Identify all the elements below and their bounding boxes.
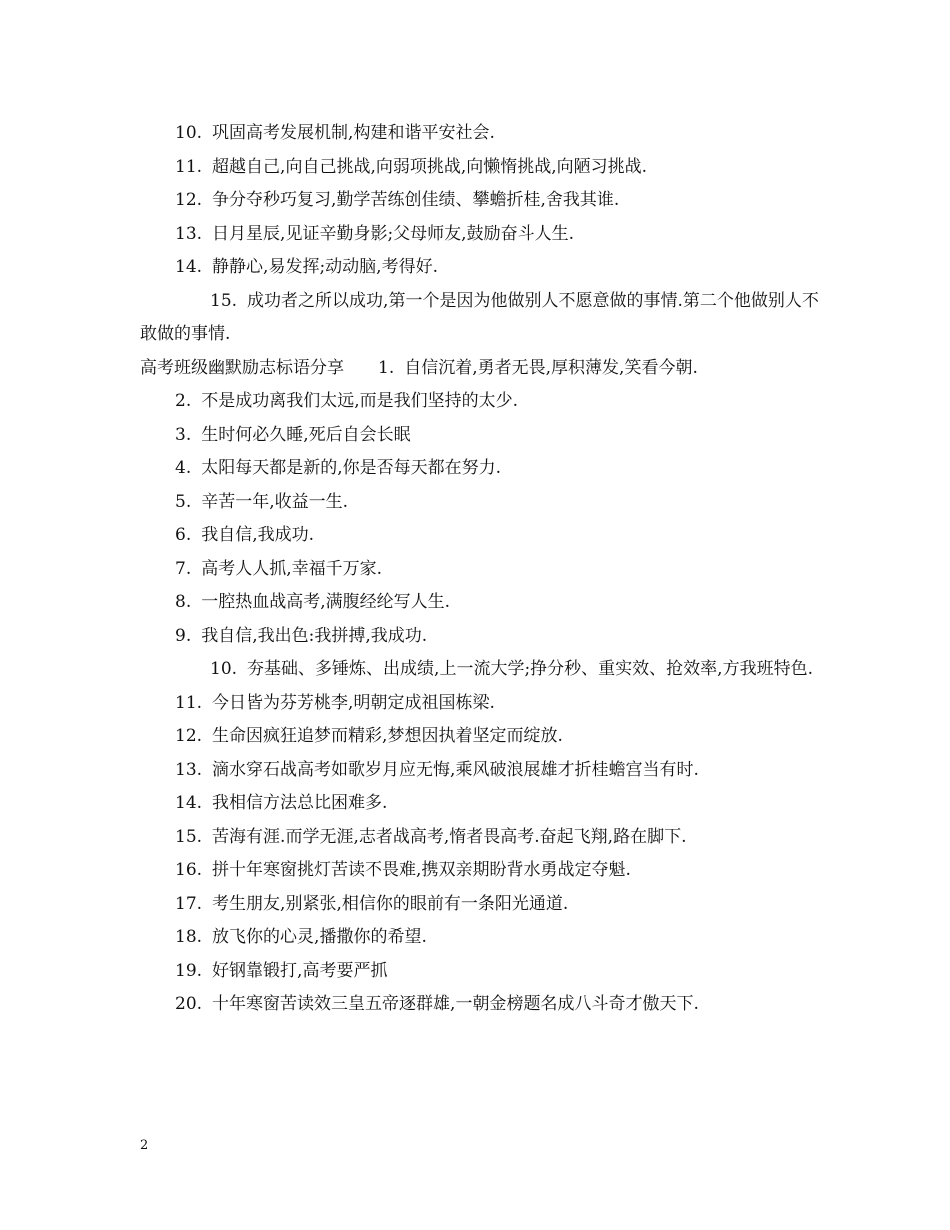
item-text: 好钢靠锻打,高考要严抓 — [212, 960, 388, 981]
item-number: 14. — [175, 257, 203, 277]
list-item — [140, 519, 820, 553]
item-number: 6. — [175, 525, 192, 545]
item-text: 静静心,易发挥;动动脑,考得好. — [212, 257, 438, 277]
list-item — [140, 151, 820, 185]
item-text: 我自信,我出色:我拼搏,我成功. — [201, 625, 428, 646]
item-text: 自信沉着,勇者无畏,厚积薄发,笑看今朝. — [404, 357, 698, 378]
item-text: 拼十年寒窗挑灯苦读不畏难,携双亲期盼背水勇战定夺魁. — [212, 860, 631, 880]
list-item — [140, 184, 820, 218]
item-number: 11. — [175, 156, 203, 177]
item-number: 12. — [175, 190, 203, 210]
list-item — [140, 787, 820, 821]
list-item — [140, 854, 820, 888]
list-item — [140, 218, 820, 252]
list-item — [140, 419, 820, 453]
item-number: 7. — [175, 558, 192, 579]
item-number: 3. — [175, 424, 192, 445]
list-item — [140, 385, 820, 419]
list-item — [140, 687, 820, 721]
list-item — [140, 586, 820, 620]
list-item — [140, 921, 820, 955]
item-number: 15. — [175, 826, 203, 847]
item-text: 滴水穿石战高考如歌岁月应无悔,乘风破浪展雄才折桂蟾宫当有时. — [212, 759, 699, 780]
item-text: 不是成功离我们太远,而是我们坚持的太少. — [201, 391, 519, 411]
item-text: 成功者之所以成功,第一个是因为他做别人不愿意做的事情.第二个他做别人不敢做的事情. — [140, 290, 819, 344]
list-item — [140, 553, 820, 587]
item-text: 放飞你的心灵,播撒你的希望. — [212, 927, 427, 947]
list-item — [140, 888, 820, 922]
item-number: 8. — [175, 592, 192, 612]
section-heading: 高考班级幽默励志标语分享 — [140, 357, 344, 378]
item-text: 日月星辰,见证辛勤身影;父母师友,鼓励奋斗人生. — [212, 223, 574, 244]
document-body — [140, 117, 820, 1022]
list-item — [140, 821, 820, 855]
item-text: 争分夺秒巧复习,勤学苦练创佳绩、攀蟾折桂,舍我其谁. — [212, 190, 620, 210]
item-text: 夯基础、多锤炼、出成绩,上一流大学;挣分秒、重实效、抢效率,方我班特色. — [247, 659, 813, 679]
item-number: 16. — [175, 860, 203, 880]
item-number: 10. — [210, 659, 238, 679]
item-number: 19. — [175, 960, 203, 981]
item-number: 15. — [210, 290, 238, 311]
item-text: 今日皆为芬芳桃李,明朝定成祖国栋梁. — [212, 692, 495, 713]
list-item — [140, 720, 820, 754]
list-item — [140, 955, 820, 989]
item-text: 我自信,我成功. — [201, 525, 315, 545]
item-number: 11. — [175, 692, 203, 713]
list-item — [140, 117, 820, 151]
list-item — [140, 452, 820, 486]
list-item — [140, 285, 820, 352]
list-item — [140, 988, 820, 1022]
item-number: 18. — [175, 927, 203, 947]
item-number: 12. — [175, 726, 203, 746]
item-text: 辛苦一年,收益一生. — [201, 491, 349, 512]
section-heading-line — [140, 352, 820, 386]
list-item — [140, 754, 820, 788]
item-number: 13. — [175, 223, 203, 244]
list-item — [140, 251, 820, 285]
item-text: 生时何必久睡,死后自会长眠 — [201, 424, 411, 445]
item-number: 5. — [175, 491, 192, 512]
list-item — [140, 486, 820, 520]
item-number: 17. — [175, 893, 203, 914]
item-text: 考生朋友,别紧张,相信你的眼前有一条阳光通道. — [212, 893, 569, 914]
list-item — [140, 620, 820, 654]
item-text: 十年寒窗苦读效三皇五帝逐群雄,一朝金榜题名成八斗奇才傲天下. — [212, 994, 699, 1014]
item-text: 高考人人抓,幸福千万家. — [201, 558, 383, 579]
item-text: 一腔热血战高考,满腹经纶写人生. — [201, 592, 451, 612]
item-text: 苦海有涯.而学无涯,志者战高考,惰者畏高考.奋起飞翔,路在脚下. — [212, 826, 687, 847]
item-number: 9. — [175, 625, 192, 646]
item-text: 生命因疯狂追梦而精彩,梦想因执着坚定而绽放. — [212, 726, 563, 746]
item-number: 2. — [175, 391, 192, 411]
item-number: 20. — [175, 994, 203, 1014]
item-number: 4. — [175, 458, 192, 478]
item-number: 14. — [175, 793, 203, 813]
item-text: 太阳每天都是新的,你是否每天都在努力. — [201, 458, 502, 478]
item-number: 13. — [175, 759, 203, 780]
list-item — [140, 653, 820, 687]
item-text: 我相信方法总比困难多. — [212, 793, 388, 813]
item-text: 超越自己,向自己挑战,向弱项挑战,向懒惰挑战,向陋习挑战. — [212, 156, 648, 177]
item-number: 10. — [175, 123, 203, 143]
item-number: 1. — [378, 357, 395, 378]
item-text: 巩固高考发展机制,构建和谐平安社会. — [212, 123, 495, 143]
page-number: 2 — [140, 1138, 149, 1153]
